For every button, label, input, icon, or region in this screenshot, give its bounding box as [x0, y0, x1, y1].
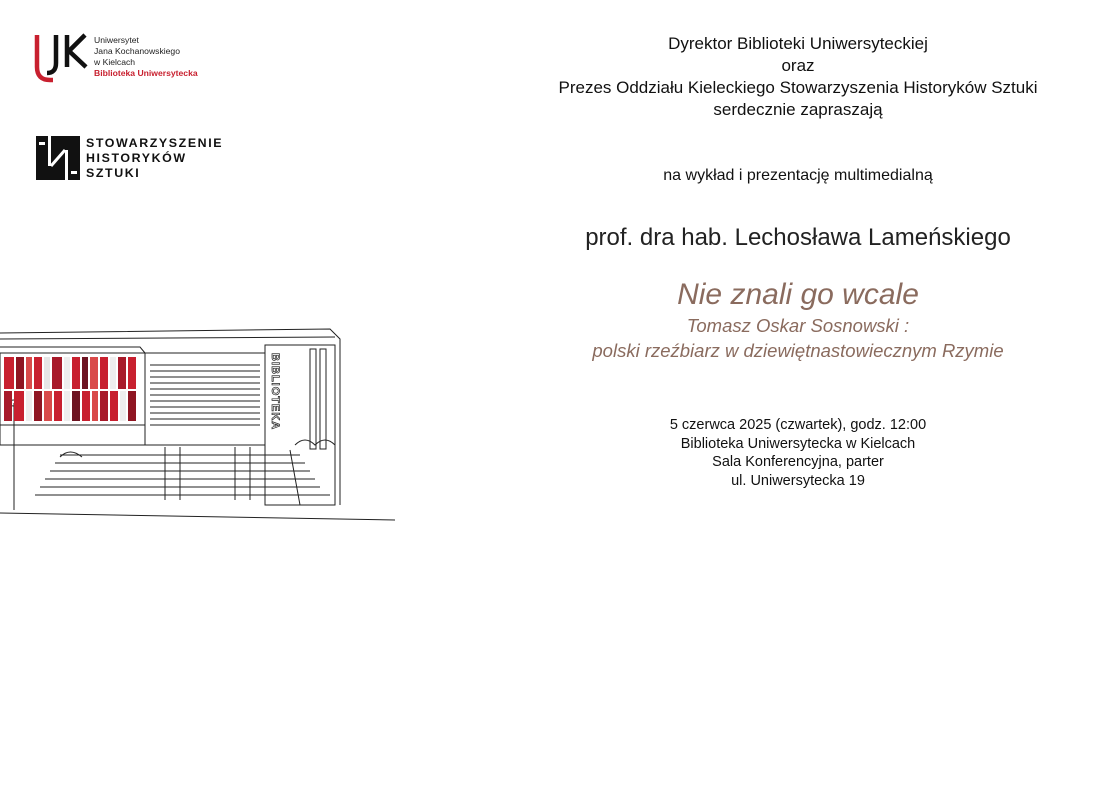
organizer-line-4: serdecznie zapraszają — [713, 100, 883, 119]
lecture-title: Nie znali go wcale — [677, 278, 919, 311]
event-venue: Biblioteka Uniwersytecka w Kielcach — [680, 435, 916, 452]
shs-logo-text — [86, 136, 223, 181]
shs-logo-mark — [36, 136, 80, 180]
event-date: 5 czerwca 2025 (czwartek), godz. 12:00 — [669, 417, 927, 433]
organizer-line-3: Prezes Oddziału Kieleckiego Stowarzyszenia Historyków Sztuki — [558, 78, 1038, 97]
shs-line3: SZTUKI — [86, 166, 141, 180]
event-room: Sala Konferencyjna, parter — [712, 454, 884, 470]
lecturer-name: prof. dra hab. Lechosława Lameńskiego — [585, 224, 1011, 251]
ujk-logo — [34, 33, 234, 85]
shs-line2: HISTORYKÓW — [86, 151, 187, 165]
library-building-illustration — [0, 325, 395, 525]
ujk-subunit: Biblioteka Uniwersytecka — [94, 68, 198, 78]
lecture-subtitle — [498, 313, 1098, 363]
shs-line1: STOWARZYSZENIE — [86, 136, 224, 150]
ujk-logo-text — [94, 35, 198, 79]
invite-text: na wykład i prezentację multimedialną — [663, 167, 933, 184]
organizer-line-2: oraz — [781, 56, 815, 75]
event-address: ul. Uniwersytecka 19 — [731, 472, 865, 489]
ujk-logo-mark — [34, 33, 92, 83]
organizers — [498, 33, 1098, 121]
lecture-subtitle-line-2: polski rzeźbiarz w dziewiętnastowiecznym Rzymie — [592, 340, 1004, 361]
ujk-line3: w Kielcach — [94, 57, 136, 67]
building-sign: BIBLIOTEKA — [269, 353, 281, 431]
lecture-subtitle-line-1: Tomasz Oskar Sosnowski : — [686, 315, 910, 336]
ujk-line2: Jana Kochanowskiego — [94, 46, 180, 56]
organizer-line-1: Dyrektor Biblioteki Uniwersyteckiej — [668, 34, 928, 53]
ujk-line1: Uniwersytet — [94, 35, 139, 45]
event-details — [498, 416, 1098, 490]
shs-logo — [36, 136, 246, 180]
